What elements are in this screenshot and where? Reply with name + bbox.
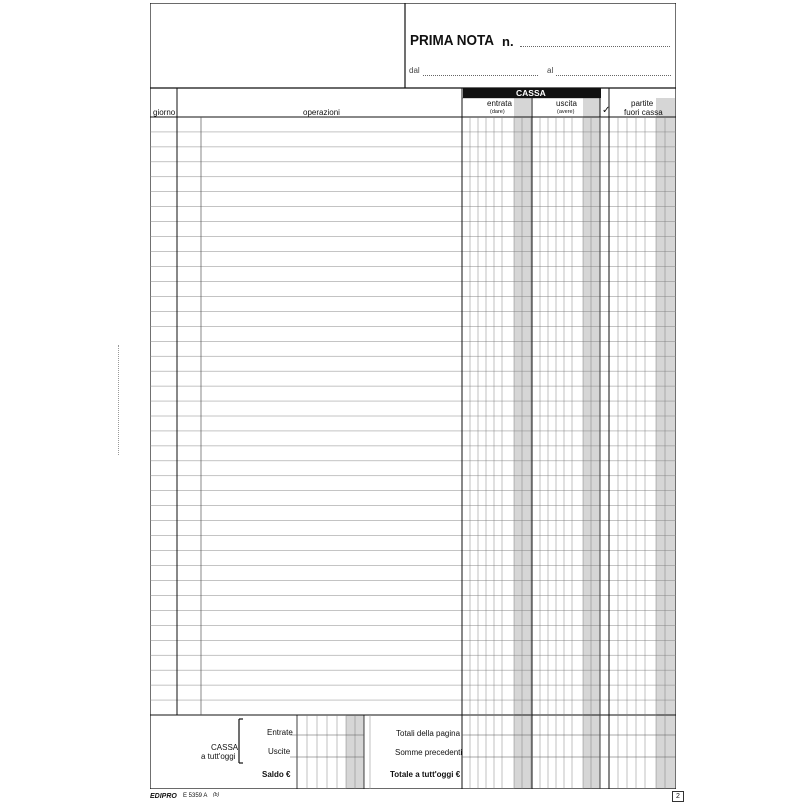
column-header-non-cash-2: fuori cassa	[624, 108, 663, 117]
brand-logo: EDIPRO	[150, 793, 177, 800]
column-header-check: ✓	[602, 105, 611, 116]
footer-cash-label: CASSA	[211, 743, 239, 752]
column-header-day: giorno	[153, 108, 176, 117]
shaded-digit-column	[583, 715, 600, 789]
form-edition: (b)	[213, 792, 220, 798]
column-header-operations: operazioni	[303, 108, 340, 117]
fold-marks	[118, 345, 119, 455]
date-to-field[interactable]	[556, 74, 671, 76]
footer-outgoing-label: Uscite	[268, 747, 291, 756]
footer-previous-sums-label: Somme precedenti	[395, 748, 463, 757]
column-header-cash: CASSA	[516, 88, 546, 98]
form-number-label: n.	[502, 34, 514, 49]
footer-cash-label-2: a tutt'oggi	[201, 752, 236, 761]
footer-page-total-label: Totali della pagina	[396, 729, 461, 738]
shaded-digit-column	[583, 98, 600, 715]
form-title: PRIMA NOTA	[410, 32, 494, 49]
ledger-grid	[150, 3, 676, 789]
date-from-field[interactable]	[423, 74, 538, 76]
shaded-digit-column	[514, 98, 531, 715]
page-number: 2	[672, 791, 684, 802]
column-header-income-sub: (dare)	[490, 109, 505, 115]
footer-income-label: Entrate	[267, 728, 293, 737]
column-header-outgoing: uscita	[556, 99, 577, 108]
shaded-digit-column	[656, 98, 675, 715]
form-number-field[interactable]	[520, 45, 670, 47]
column-header-income: entrata	[487, 99, 512, 108]
shaded-digit-column	[514, 715, 531, 789]
form-code: E 5359 A	[183, 793, 208, 799]
footer-balance-label: Saldo €	[262, 770, 291, 779]
date-to-label: al	[547, 66, 554, 75]
shaded-digit-column	[656, 715, 675, 789]
date-from-label: dal	[409, 66, 420, 75]
footer-total-to-date-label: Totale a tutt'oggi €	[390, 770, 461, 779]
column-header-non-cash-1: partite	[631, 99, 654, 108]
column-header-outgoing-sub: (avere)	[557, 109, 575, 115]
prima-nota-form	[150, 3, 676, 789]
